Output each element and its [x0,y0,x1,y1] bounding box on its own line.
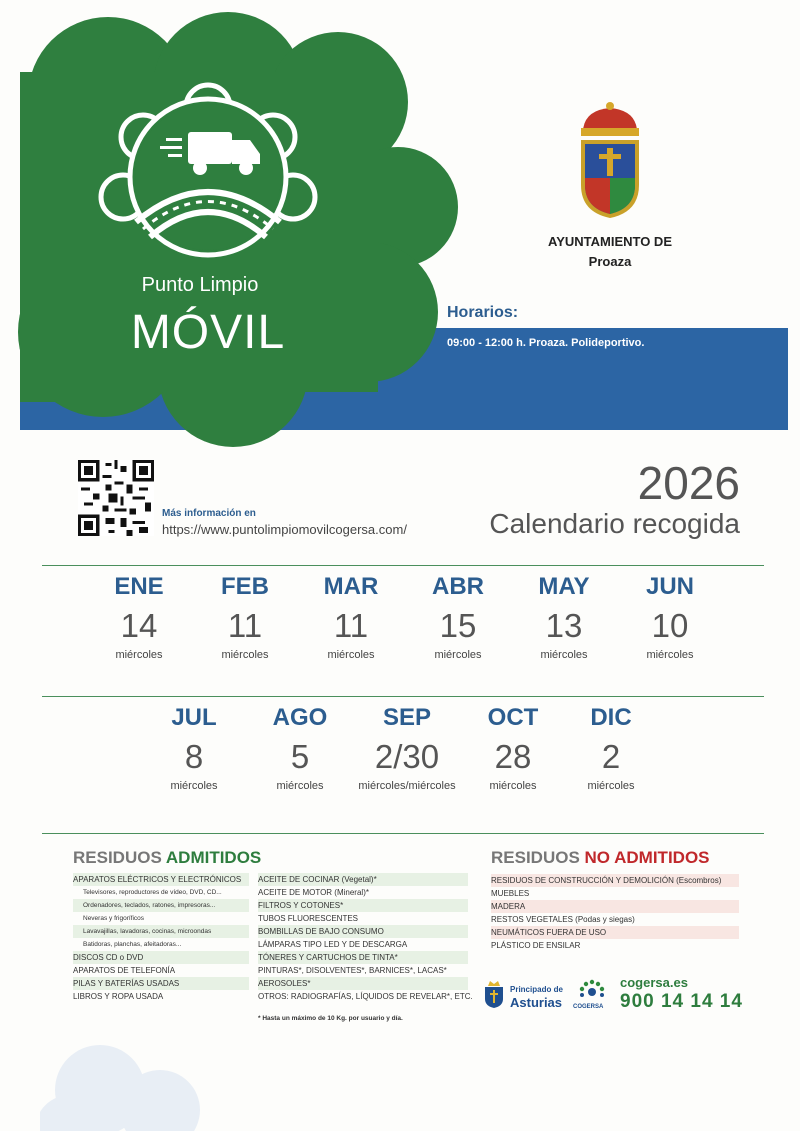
cogersa-website-link[interactable]: cogersa.es [620,975,688,990]
admitted-list-col2 [258,873,473,1003]
admitted-title-part2: ADMITIDOS [165,848,262,867]
decorative-shape [40,1020,220,1131]
list-item: MADERA [491,900,739,913]
month-dic [556,704,666,792]
month-weekday: miércoles [646,649,694,661]
month-name: DIC [590,704,632,731]
month-mar [296,573,406,661]
list-item: PILAS Y BATERÍAS USADAS [73,977,249,990]
list-item: RESTOS VEGETALES (Podas y siegas) [491,915,635,924]
month-oct [458,704,568,792]
list-item: Televisores, reproductores de vídeo, DVD, CD... [83,889,222,896]
admitted-list-col1 [73,873,249,1003]
list-item: TÓNERES Y CARTUCHOS DE TINTA* [258,951,468,964]
list-item: APARATOS ELÉCTRICOS Y ELECTRÓNICOS [73,873,249,886]
list-item: TUBOS FLUORESCENTES [258,914,359,923]
month-weekday: miércoles [587,780,635,792]
month-day: 14 [120,607,158,644]
month-ene [84,573,194,661]
month-name: ABR [432,573,484,600]
list-item: PINTURAS*, DISOLVENTES*, BARNICES*, LACAS* [258,966,447,975]
list-item: APARATOS DE TELEFONÍA [73,966,176,975]
green-blob-logo [18,12,458,452]
list-item: OTROS: RADIOGRAFÍAS, LÍQUIDOS DE REVELAR*, ETC. [258,992,473,1001]
list-item: RESIDUOS DE CONSTRUCCIÓN Y DEMOLICIÓN (Escombros) [491,874,739,887]
month-day: 2/30 [374,738,440,775]
admitted-title-part1: RESIDUOS [73,848,162,867]
month-weekday: miércoles/miércoles [358,780,456,792]
month-day: 11 [227,607,263,644]
hours-title: Horarios: [447,304,519,321]
admitted-note: * Hasta un máximo de 10 Kg. por usuario y día. [258,1015,403,1022]
cogersa-label: COGERSA [573,1004,604,1010]
cogersa-logo-icon [577,978,607,1002]
calendar-title: Calendario recogida [489,508,740,539]
month-day: 28 [494,738,532,775]
divider [42,696,764,697]
list-item: PLÁSTICO DE ENSILAR [491,941,581,950]
month-day: 8 [184,738,204,775]
list-item: NEUMÁTICOS FUERA DE USO [491,926,739,939]
list-item: AEROSOLES* [258,977,468,990]
month-abr [403,573,513,661]
admitted-title [73,848,261,868]
list-item: BOMBILLAS DE BAJO CONSUMO [258,925,468,938]
phone-number[interactable]: 900 14 14 14 [620,991,743,1012]
website-link[interactable]: https://www.puntolimpiomovilcogersa.com/ [162,522,407,537]
not-admitted-title-part2: NO ADMITIDOS [584,848,710,867]
list-item: Neveras y frigoríficos [83,915,145,922]
month-name: FEB [221,573,269,600]
month-name: MAR [323,573,379,600]
month-name: JUL [171,704,217,731]
council-line2: Proaza [588,254,632,269]
month-weekday: miércoles [170,780,218,792]
month-sep [337,704,477,792]
month-name: MAY [538,573,590,600]
list-item: DISCOS CD o DVD [73,951,249,964]
principado-line1: Principado de [510,985,563,994]
not-admitted-title [491,848,710,868]
hours-text: 09:00 - 12:00 h. Proaza. Polideportivo. [447,337,645,349]
divider [42,833,764,834]
list-item: Ordenadores, teclados, ratones, impresoras... [73,899,249,912]
month-weekday: miércoles [327,649,375,661]
month-day: 5 [290,738,310,775]
month-weekday: miércoles [221,649,269,661]
list-item: ACEITE DE MOTOR (Mineral)* [258,888,369,897]
list-item: Batidoras, planchas, afeitadoras... [83,941,182,948]
list-item: FILTROS Y COTONES* [258,899,468,912]
month-feb [190,573,300,661]
asturias-crest-icon [483,979,505,1009]
month-day: 2 [601,738,621,775]
principado-line2: Asturias [510,995,563,1010]
brand-line2: MÓVIL [130,306,286,359]
month-day: 13 [545,607,583,644]
list-item: MUEBLES [491,889,530,898]
list-item: Lavavajillas, lavadoras, cocinas, microondas [73,925,249,938]
month-weekday: miércoles [276,780,324,792]
month-day: 10 [651,607,689,644]
list-item: LIBROS Y ROPA USADA [73,992,164,1001]
brand-line1: Punto Limpio [141,274,259,296]
month-name: ENE [114,573,164,600]
list-item: ACEITE DE COCINAR (Vegetal)* [258,873,468,886]
month-weekday: miércoles [115,649,163,661]
month-name: SEP [382,704,432,731]
coat-of-arms-icon [575,100,645,225]
qr-code-icon[interactable] [78,460,154,536]
month-jul [139,704,249,792]
not-admitted-list [491,874,739,952]
calendar-year: 2026 [637,457,740,509]
month-may [509,573,619,661]
month-name: OCT [487,704,539,731]
council-line1: AYUNTAMIENTO DE [548,234,672,249]
month-weekday: miércoles [434,649,482,661]
not-admitted-title-part1: RESIDUOS [491,848,580,867]
month-day: 15 [439,607,477,644]
month-weekday: miércoles [489,780,537,792]
month-weekday: miércoles [540,649,588,661]
more-info-label: Más información en [162,508,256,519]
month-name: AGO [272,704,328,731]
list-item: LÁMPARAS TIPO LED Y DE DESCARGA [258,940,408,949]
divider [42,565,764,566]
month-day: 11 [333,607,369,644]
month-name: JUN [645,573,694,600]
month-jun [615,573,725,661]
